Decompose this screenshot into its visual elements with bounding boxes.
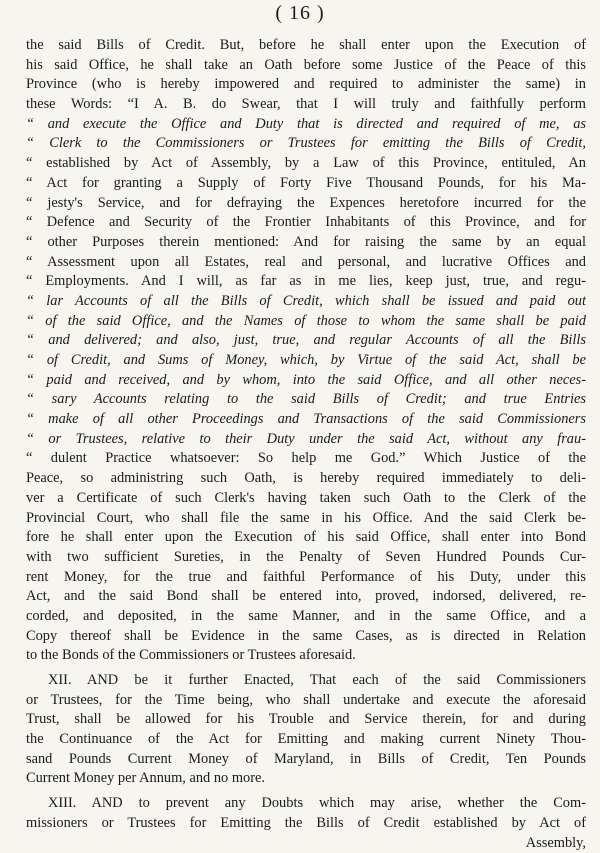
text-line: “ sary Accounts relating to the said Bills of Credit; and true Entries <box>26 390 586 410</box>
text-line: Current Money per Annum, and no more. <box>26 769 586 789</box>
text-line: Act, and the said Bond shall be entered into, proved, indorsed, delivered, re- <box>26 587 586 607</box>
text-line: “ and execute the Office and Duty that is directed and required of me, as <box>26 115 586 135</box>
text-line: “ Clerk to the Commissioners or Trustees for emitting the Bills of Credit, <box>26 134 586 154</box>
text-line: Peace, so administring such Oath, is hereby required immediately to deli- <box>26 469 586 489</box>
text-line: the Continuance of the Act for Emitting and making current Ninety Thou- <box>26 730 586 750</box>
text-line: the said Bills of Credit. But, before he shall enter upon the Execution of <box>26 36 586 56</box>
text-line: “ other Purposes therein mentioned: And for raising the same by an equal <box>26 233 586 253</box>
catchword: Assembly, <box>26 834 586 853</box>
body-text <box>26 36 586 853</box>
text-line: “ of Credit, and Sums of Money, which, by Virtue of the said Act, shall be <box>26 351 586 371</box>
text-line: “ Employments. And I will, as far as in me lies, keep just, true, and regu- <box>26 272 586 292</box>
text-line: “ dulent Practice whatsoever: So help me God.” Which Justice of the <box>26 449 586 469</box>
text-line: Copy thereof shall be Evidence in the same Cases, as is directed in Relation <box>26 627 586 647</box>
text-line: “ make of all other Proceedings and Transactions of the said Commissioners <box>26 410 586 430</box>
text-line: to the Bonds of the Commissioners or Trustees aforesaid. <box>26 646 586 666</box>
text-line: Province (who is hereby impowered and required to administer the same) in <box>26 75 586 95</box>
text-line: Provincial Court, who shall file the same in his Office. And the said Clerk be- <box>26 509 586 529</box>
text-line: “ jesty's Service, and for defraying the Expences heretofore incurred for the <box>26 194 586 214</box>
text-line: “ and delivered; and also, just, true, and regular Accounts of all the Bills <box>26 331 586 351</box>
text-line: “ lar Accounts of all the Bills of Credit, which shall be issued and paid out <box>26 292 586 312</box>
text-line: sand Pounds Current Money of Maryland, in Bills of Credit, Ten Pounds <box>26 750 586 770</box>
text-line: his said Office, he shall take an Oath before some Justice of the Peace of this <box>26 56 586 76</box>
text-line: “ established by Act of Assembly, by a Law of this Province, entituled, An <box>26 154 586 174</box>
text-line: with two sufficient Sureties, in the Penalty of Seven Hundred Pounds Cur- <box>26 548 586 568</box>
text-line: or Trustees, for the Time being, who shall undertake and execute the aforesaid <box>26 691 586 711</box>
text-line: fore he shall enter upon the Execution of his said Office, shall enter into Bond <box>26 528 586 548</box>
text-line: Trust, shall be allowed for his Trouble and Service therein, for and during <box>26 710 586 730</box>
text-line: “ Assessment upon all Estates, real and personal, and lucrative Offices and <box>26 253 586 273</box>
text-line: “ Defence and Security of the Frontier Inhabitants of this Province, and for <box>26 213 586 233</box>
text-line: rent Money, for the true and faithful Performance of his Duty, under this <box>26 568 586 588</box>
text-line: ver a Certificate of such Clerk's having taken such Oath to the Clerk of the <box>26 489 586 509</box>
section-heading-line: XII. AND be it further Enacted, That each of the said Commissioners <box>26 671 586 691</box>
text-line: corded, and deposited, in the same Manner, and in the same Office, and a <box>26 607 586 627</box>
text-line: missioners or Trustees for Emitting the Bills of Credit established by Act of <box>26 814 586 834</box>
section-heading-line: XIII. AND to prevent any Doubts which may arise, whether the Com- <box>26 794 586 814</box>
text-line: “ or Trustees, relative to their Duty under the said Act, without any frau- <box>26 430 586 450</box>
page-number: ( 16 ) <box>0 2 600 25</box>
text-line: “ paid and received, and by whom, into the said Office, and all other neces- <box>26 371 586 391</box>
text-line: “ of the said Office, and the Names of those to whom the same shall be paid <box>26 312 586 332</box>
text-line: “ Act for granting a Supply of Forty Five Thousand Pounds, for his Ma- <box>26 174 586 194</box>
text-line: these Words: “I A. B. do Swear, that I will truly and faithfully perform <box>26 95 586 115</box>
